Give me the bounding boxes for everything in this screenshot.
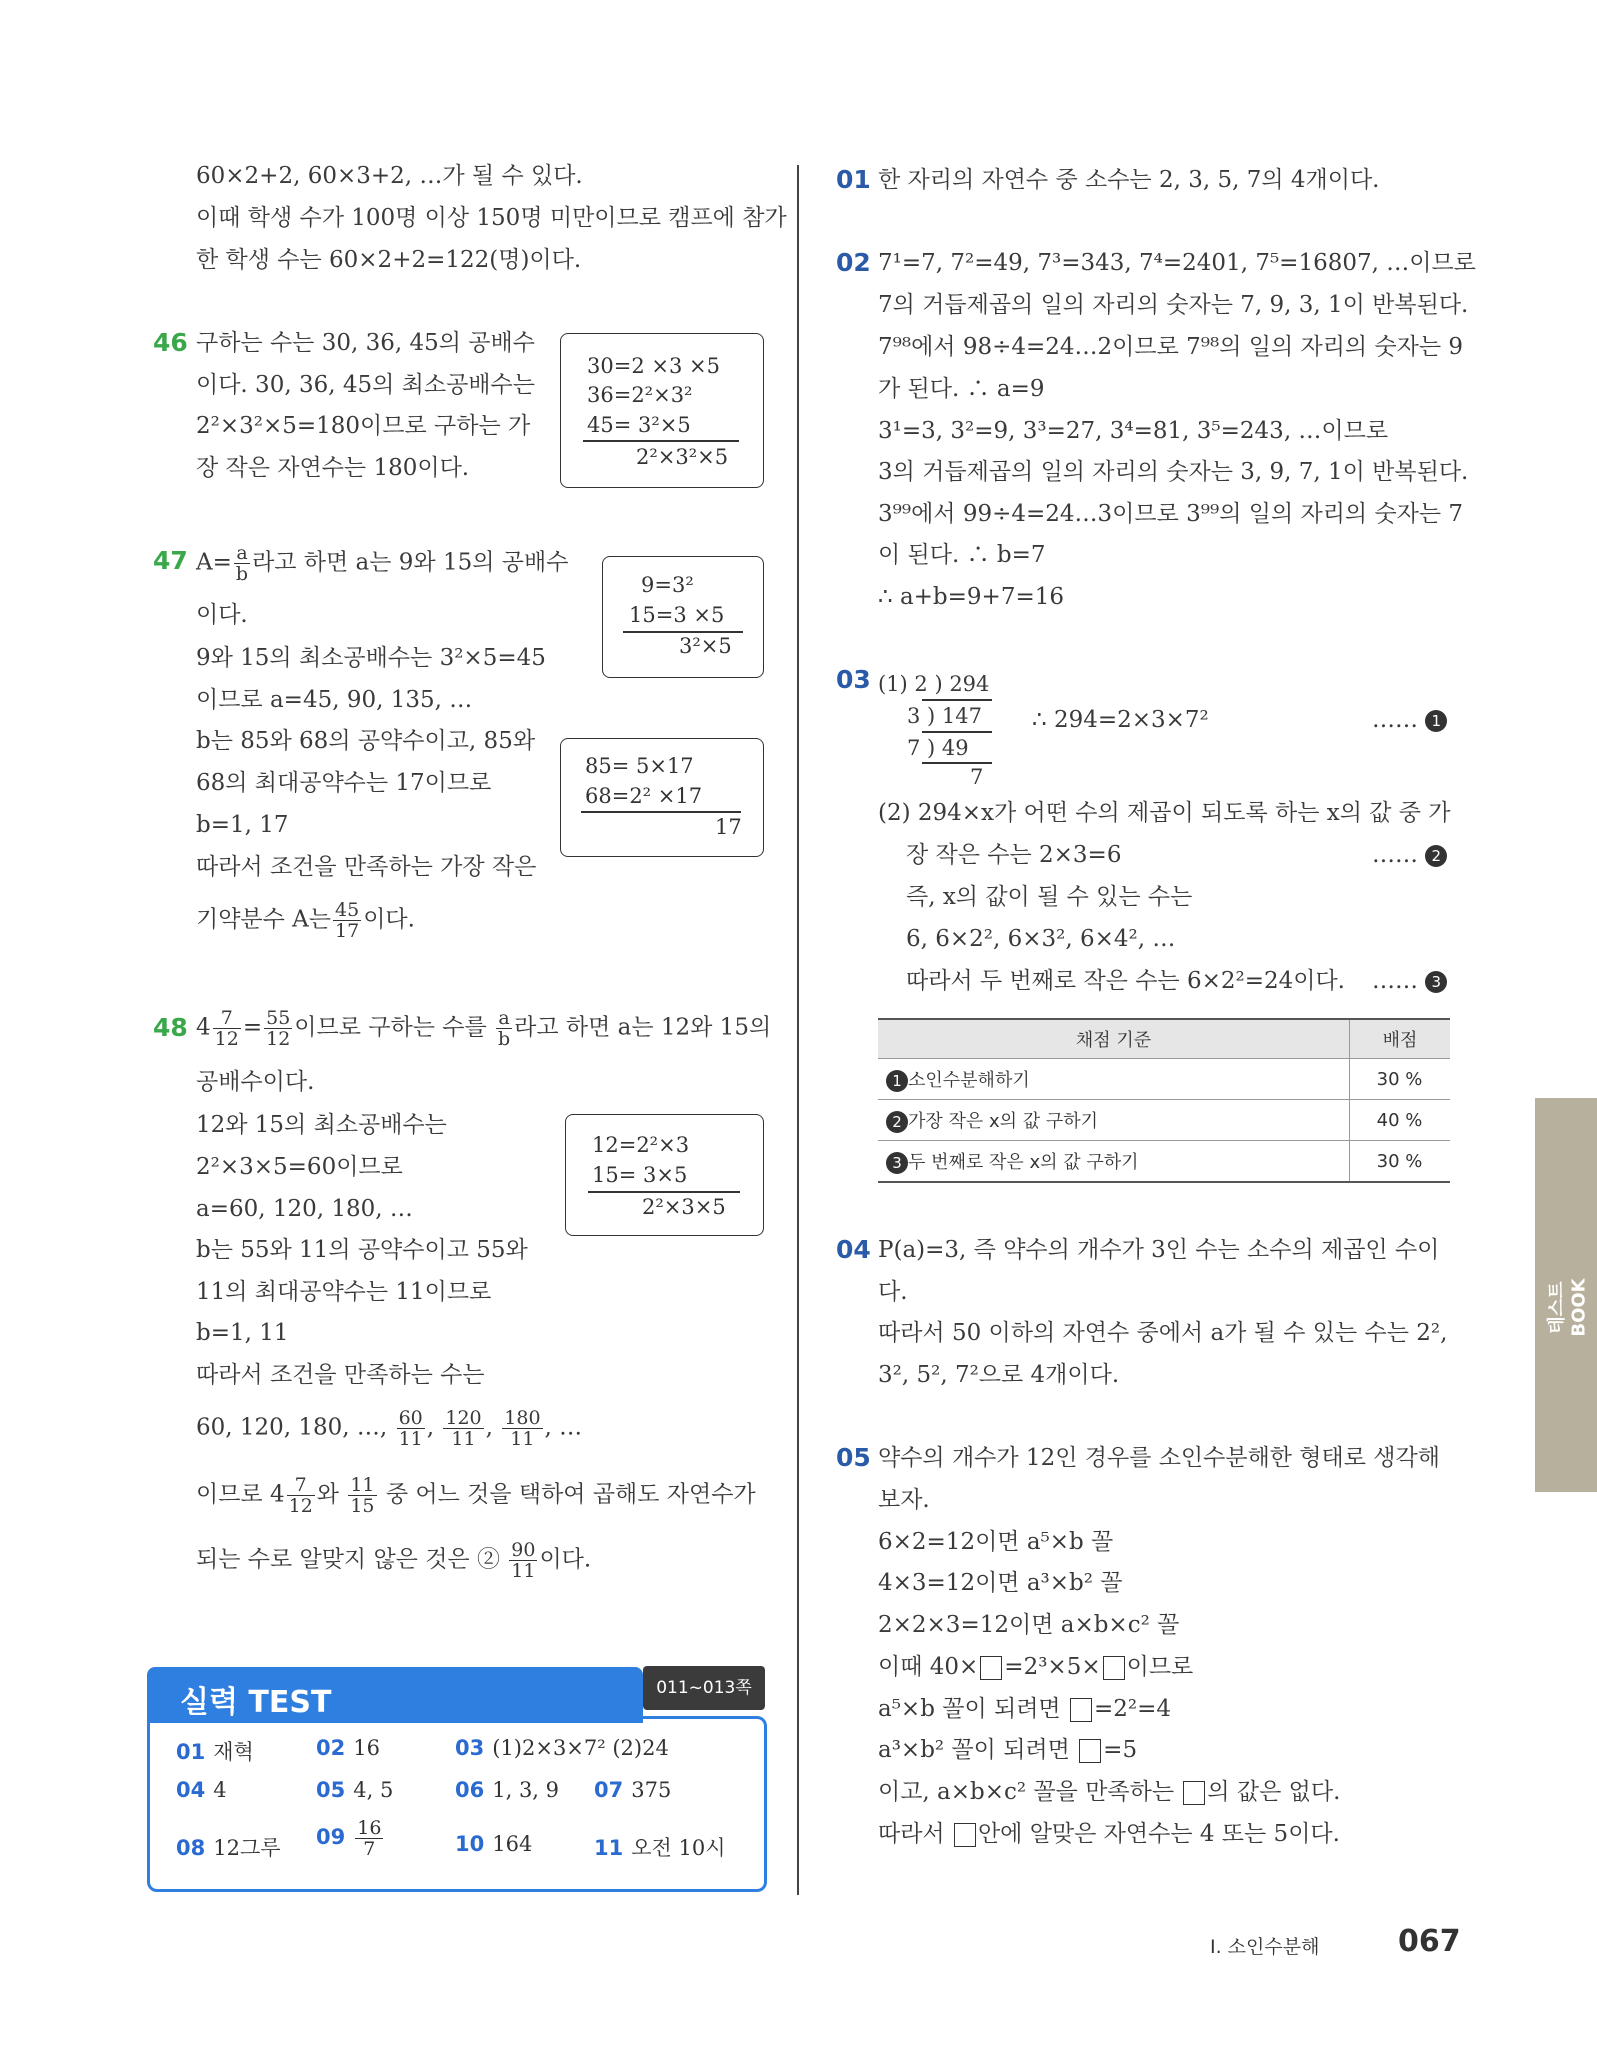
- test-answer-05: [316, 1778, 393, 1802]
- p02-line: 3의 거듭제곱의 일의 자리의 숫자는 3, 9, 7, 1이 반복된다.: [878, 459, 1469, 485]
- frac-den: 11: [510, 1428, 535, 1450]
- p47-line: 이므로 a=45, 90, 135, …: [196, 687, 473, 713]
- step-badge: 1: [1425, 710, 1447, 732]
- p46-line-2: 이다. 30, 36, 45의 최소공배수는: [196, 372, 535, 398]
- problem-number-03: 03: [836, 665, 871, 694]
- p48-series-frac: [397, 1408, 425, 1449]
- intro-line-1: 60×2+2, 60×3+2, …가 될 수 있다.: [196, 163, 583, 189]
- p46-box-result: 2²×3²×5: [636, 445, 729, 469]
- p47-fraction: [234, 543, 250, 584]
- p02-line: 7의 거듭제곱의 일의 자리의 숫자는 7, 9, 3, 1이 반복된다.: [878, 292, 1469, 318]
- p05-box-line: [878, 1694, 1171, 1724]
- frac-den: 12: [214, 1028, 239, 1050]
- p03-division: (1) 2 ) 294: [878, 672, 990, 696]
- p48-factor-box: [565, 1114, 764, 1236]
- p48-line-first: [196, 1008, 771, 1049]
- step-badge: 3: [886, 1152, 908, 1174]
- p47-factor-box-2: [560, 738, 764, 857]
- grading-header: [878, 1019, 1450, 1059]
- column-divider: [797, 165, 799, 1895]
- test-header: [147, 1667, 643, 1723]
- frac-den: 17: [335, 920, 360, 942]
- p03-division: 7: [970, 765, 984, 789]
- answer-value: 12그루: [213, 1836, 281, 1860]
- answer-09-fraction: [355, 1818, 383, 1859]
- step-badge: 3: [1425, 971, 1447, 993]
- p02-line: 3¹=3, 3²=9, 3³=27, 3⁴=81, 3⁵=243, …이므로: [878, 418, 1389, 444]
- p47-answer-fraction: [333, 900, 361, 941]
- p46-box-line: 36=2²×3²: [587, 383, 693, 407]
- p48-series-line: 60, 120, 180, …, $\frac{60}{11}$ , $\frac{120}{11}$ , $\frac{180}{11}$ , …: [196, 1407, 583, 1450]
- p03-result: ∴ 294=2×3×7²: [1032, 707, 1209, 733]
- p48-line: 11의 최대공약수는 11이므로: [196, 1279, 492, 1305]
- score-cell: 30 %: [1350, 1059, 1451, 1100]
- p02-line: 7¹=7, 7²=49, 7³=343, 7⁴=2401, 7⁵=16807, …이므로: [878, 250, 1476, 276]
- p48-seg: 이다.: [539, 1546, 592, 1573]
- p46-line-1: 구하는 수는 30, 36, 45의 공배수: [196, 330, 535, 356]
- p03-line: 즉, x의 값이 될 수 있는 수는: [906, 884, 1193, 910]
- answer-value: 재혁: [213, 1740, 254, 1764]
- frac-den: 12: [288, 1495, 313, 1517]
- seg: =2²=4: [1093, 1696, 1171, 1722]
- p05-box-line: [878, 1777, 1340, 1807]
- grading-score-header: 배점: [1350, 1019, 1451, 1059]
- frac-num: 180: [504, 1407, 541, 1429]
- answer-num: 08: [176, 1836, 206, 1860]
- p46-box-rule: [583, 440, 739, 442]
- problem-number-01: 01: [836, 165, 871, 194]
- test-answer-07: [594, 1778, 671, 1802]
- p47-box1-result: 3²×5: [679, 634, 732, 658]
- criteria-text: 두 번째로 작은 x의 값 구하기: [908, 1152, 1139, 1173]
- side-tab-test-book: [1535, 1098, 1597, 1492]
- criteria-text: 소인수분해하기: [908, 1070, 1030, 1091]
- p48-line: 따라서 조건을 만족하는 수는: [196, 1362, 485, 1388]
- answer-num: 09: [316, 1825, 346, 1849]
- problem-number-47: 47: [153, 546, 188, 575]
- p05-line: 4×3=12이면 a³×b² 꼴: [878, 1570, 1123, 1596]
- p05-box-line: [878, 1819, 1340, 1849]
- frac-den: 15: [350, 1495, 375, 1517]
- p03-mark-1: [1372, 705, 1447, 735]
- frac-num: 7: [213, 1008, 241, 1029]
- frac-num: 7: [287, 1475, 315, 1496]
- answer-value: 164: [492, 1832, 533, 1856]
- test-title: 실력 TEST: [180, 1685, 332, 1720]
- frac-num: 120: [445, 1407, 482, 1429]
- p47-last-a: 기약분수 A는: [196, 906, 332, 933]
- p03-line: 장 작은 수는 2×3=6: [906, 842, 1122, 868]
- p05-line: 2×2×3=12이면 a×b×c² 꼴: [878, 1612, 1180, 1638]
- p48-box-line: 12=2²×3: [592, 1133, 690, 1157]
- p48-seg: 되는 수로 알맞지 않은 것은 ②: [196, 1546, 500, 1573]
- p48-line-answer: [196, 1540, 591, 1581]
- p47-line: b는 85와 68의 공약수이고, 85와: [196, 728, 536, 754]
- p48-seg: 와: [316, 1481, 340, 1508]
- p48-line: 2²×3×5=60이므로: [196, 1154, 403, 1180]
- answer-value: 4: [213, 1778, 227, 1802]
- frac-den: 11: [451, 1428, 476, 1450]
- answer-value: 4, 5: [353, 1778, 394, 1802]
- p48-series-a: 60, 120, 180, …,: [196, 1414, 388, 1441]
- table-row: [878, 1059, 1450, 1100]
- grading-criteria-header: 채점 기준: [878, 1019, 1350, 1059]
- p48-line: 공배수이다.: [196, 1069, 315, 1095]
- seg: 이고, a×b×c² 꼴을 만족하는: [878, 1779, 1182, 1805]
- answer-num: 03: [455, 1736, 485, 1760]
- seg: =5: [1103, 1737, 1138, 1763]
- criteria-cell: [878, 1141, 1350, 1183]
- p46-line-4: 장 작은 자연수는 180이다.: [196, 455, 470, 481]
- test-answer-09: [316, 1818, 385, 1859]
- answer-num: 02: [316, 1736, 346, 1760]
- frac-num: 16: [357, 1817, 382, 1839]
- answer-value: (1)2×3×7² (2)24: [492, 1736, 669, 1760]
- frac-den: 7: [363, 1838, 376, 1860]
- intro-line-3: 한 학생 수는 60×2+2=122(명)이다.: [196, 247, 582, 273]
- blank-box: [1079, 1739, 1101, 1763]
- p47-line: 9와 15의 최소공배수는 3²×5=45: [196, 645, 546, 671]
- step-badge: 1: [886, 1070, 908, 1092]
- p48-series-frac: [443, 1408, 483, 1449]
- p47-line: 이다.: [196, 602, 248, 628]
- frac-den: 12: [266, 1028, 291, 1050]
- score-cell: 30 %: [1350, 1141, 1451, 1183]
- seg: 의 값은 없다.: [1207, 1779, 1341, 1805]
- p04-line: 다.: [878, 1279, 908, 1305]
- table-row: [878, 1141, 1450, 1183]
- answer-value: 1, 3, 9: [492, 1778, 560, 1802]
- step-badge: 2: [1425, 845, 1447, 867]
- p05-line: 약수의 개수가 12인 경우를 소인수분해한 형태로 생각해: [878, 1445, 1440, 1471]
- criteria-cell: [878, 1059, 1350, 1100]
- problem-number-05: 05: [836, 1443, 871, 1472]
- p48-line: b는 55와 11의 공약수이고 55와: [196, 1237, 528, 1263]
- p48-line: b=1, 11: [196, 1320, 289, 1346]
- blank-box: [954, 1823, 976, 1847]
- p05-box-line: [878, 1652, 1193, 1682]
- p48-frac: [348, 1475, 376, 1516]
- p05-line: 6×2=12이면 a⁵×b 꼴: [878, 1529, 1114, 1555]
- answer-num: 06: [455, 1778, 485, 1802]
- answer-num: 11: [594, 1836, 624, 1860]
- blank-box: [1183, 1781, 1205, 1805]
- test-page-ref: 011~013쪽: [643, 1666, 765, 1710]
- p48-seg: 이므로 4: [196, 1481, 285, 1508]
- p47-factor-box-1: [602, 556, 764, 678]
- table-row: [878, 1100, 1450, 1141]
- p48-line: 12와 15의 최소공배수는: [196, 1112, 447, 1138]
- frac-num: 11: [350, 1474, 375, 1496]
- p04-line: 3², 5², 7²으로 4개이다.: [878, 1362, 1120, 1388]
- blank-box: [980, 1656, 1002, 1680]
- p47-box1-line: 9=3²: [641, 573, 694, 597]
- answer-value: 오전 10시: [631, 1836, 726, 1860]
- frac-num: 45: [335, 899, 360, 921]
- p03-mark-3: [1372, 966, 1447, 996]
- frac-num: 60: [398, 1407, 423, 1429]
- step-badge: 2: [886, 1111, 908, 1133]
- p04-line: P(a)=3, 즉 약수의 개수가 3인 수는 소수의 제곱인 수이: [878, 1237, 1440, 1263]
- frac-den: b: [235, 563, 249, 585]
- p47-first-b: 라고 하면 a는 9와 15의 공배수: [252, 549, 569, 576]
- p47-line-first: [196, 543, 568, 584]
- p46-factor-box: [560, 333, 764, 488]
- score-cell: 40 %: [1350, 1100, 1451, 1141]
- p04-line: 따라서 50 이하의 자연수 중에서 a가 될 수 있는 수는 2²,: [878, 1320, 1448, 1346]
- frac-num: a: [496, 1008, 512, 1029]
- answer-num: 05: [316, 1778, 346, 1802]
- p46-line-3: 2²×3²×5=180이므로 구하는 가: [196, 413, 531, 439]
- frac-den: 11: [511, 1560, 536, 1582]
- seg: a³×b² 꼴이 되려면: [878, 1737, 1078, 1763]
- p02-line: 이 된다. ∴ b=7: [878, 542, 1046, 568]
- side-tab-label: 테스트 BOOK: [1546, 1278, 1590, 1337]
- p47-box2-result: 17: [715, 815, 742, 839]
- seg: 따라서: [878, 1821, 952, 1847]
- p48-line: a=60, 120, 180, …: [196, 1196, 413, 1222]
- blank-box: [1103, 1656, 1125, 1680]
- p48-series-b: …: [559, 1414, 583, 1441]
- test-answer-08: [176, 1832, 281, 1862]
- seg: 이므로: [1126, 1654, 1194, 1680]
- page-number: 067: [1398, 1924, 1461, 1959]
- problem-number-48: 48: [153, 1013, 188, 1042]
- blank-box: [1070, 1698, 1092, 1722]
- criteria-text: 가장 작은 x의 값 구하기: [908, 1111, 1099, 1132]
- p47-first-a: A=: [196, 549, 232, 576]
- p47-box1-line: 15=3 ×5: [629, 603, 725, 627]
- p05-box-line: [878, 1735, 1137, 1765]
- p02-line: 3⁹⁹에서 99÷4=24…3이므로 3⁹⁹의 일의 자리의 숫자는 7: [878, 501, 1464, 527]
- frac-den: b: [497, 1028, 511, 1050]
- criteria-cell: [878, 1100, 1350, 1141]
- p48-seg: =: [242, 1014, 263, 1041]
- p48-series-frac: [502, 1408, 542, 1449]
- p47-line: 따라서 조건을 만족하는 가장 작은: [196, 854, 537, 880]
- dots: ……: [1372, 842, 1418, 868]
- frac-num: 55: [266, 1007, 291, 1029]
- answer-num: 07: [594, 1778, 624, 1802]
- p47-box2-line: 85= 5×17: [585, 754, 694, 778]
- test-answer-10: [455, 1832, 532, 1856]
- p48-frac: [264, 1008, 292, 1049]
- p03-line: (2) 294×x가 어떤 수의 제곱이 되도록 하는 x의 값 중 가: [878, 800, 1451, 826]
- p48-box-line: 15= 3×5: [592, 1163, 688, 1187]
- problem-number-02: 02: [836, 248, 871, 277]
- p48-seg: 라고 하면 a는 12와 15의: [514, 1014, 772, 1041]
- p48-seg: 중 어느 것을 택하여 곱해도 자연수가: [385, 1481, 756, 1508]
- dots: ……: [1372, 968, 1418, 994]
- seg: a⁵×b 꼴이 되려면: [878, 1696, 1068, 1722]
- test-answer-04: [176, 1778, 227, 1802]
- p48-frac: [287, 1475, 315, 1516]
- answer-num: 04: [176, 1778, 206, 1802]
- intro-line-2: 이때 학생 수가 100명 이상 150명 미만이므로 캠프에 참가: [196, 205, 787, 231]
- p03-division: 3 ) 147: [907, 704, 982, 728]
- test-answer-06: [455, 1778, 559, 1802]
- p47-line-last: [196, 900, 415, 941]
- answer-value: 16: [353, 1736, 380, 1760]
- frac-num: 90: [511, 1539, 536, 1561]
- p05-line: 보자.: [878, 1487, 930, 1513]
- p03-division: 7 ) 49: [907, 736, 969, 760]
- p48-frac: [496, 1008, 512, 1049]
- p46-box-line: 45= 3²×5: [587, 413, 691, 437]
- p48-line-choose: [196, 1475, 756, 1516]
- test-answer-01: [176, 1736, 254, 1766]
- answer-value: 375: [631, 1778, 672, 1802]
- p48-seg: 4: [196, 1014, 211, 1041]
- dots: ……: [1372, 707, 1418, 733]
- p48-box-result: 2²×3×5: [642, 1195, 726, 1219]
- seg: =2³×5×: [1004, 1654, 1101, 1680]
- grading-table: [878, 1018, 1450, 1183]
- p03-mark-2: [1372, 840, 1447, 870]
- frac-den: 11: [398, 1428, 423, 1450]
- p02-line: 가 된다. ∴ a=9: [878, 376, 1045, 402]
- p01-line: 한 자리의 자연수 중 소수는 2, 3, 5, 7의 4개이다.: [878, 167, 1380, 193]
- p47-line: b=1, 17: [196, 812, 289, 838]
- problem-number-04: 04: [836, 1235, 871, 1264]
- answer-num: 01: [176, 1740, 206, 1764]
- p03-line: 6, 6×2², 6×3², 6×4², …: [906, 926, 1176, 952]
- frac-num: a: [234, 543, 250, 564]
- test-answer-02: [316, 1736, 380, 1760]
- answer-num: 10: [455, 1832, 485, 1856]
- p02-line: 7⁹⁸에서 98÷4=24…2이므로 7⁹⁸의 일의 자리의 숫자는 9: [878, 334, 1464, 360]
- test-answer-11: [594, 1832, 726, 1862]
- seg: 이때 40×: [878, 1654, 979, 1680]
- chapter-title: Ⅰ. 소인수분해: [1210, 1936, 1320, 1958]
- p47-last-b: 이다.: [363, 906, 415, 933]
- p46-box-line: 30=2 ×3 ×5: [587, 354, 720, 378]
- p48-answer-frac: [509, 1540, 537, 1581]
- p48-frac: [213, 1008, 241, 1049]
- p47-box2-line: 68=2² ×17: [585, 784, 703, 808]
- problem-number-46: 46: [153, 328, 188, 357]
- seg: 안에 알맞은 자연수는 4 또는 5이다.: [977, 1821, 1340, 1847]
- p02-line: ∴ a+b=9+7=16: [878, 584, 1064, 610]
- p48-seg: 이므로 구하는 수를: [294, 1014, 487, 1041]
- p03-line: 따라서 두 번째로 작은 수는 6×2²=24이다.: [906, 968, 1345, 994]
- p47-line: 68의 최대공약수는 17이므로: [196, 770, 492, 796]
- test-answer-03: [455, 1736, 669, 1760]
